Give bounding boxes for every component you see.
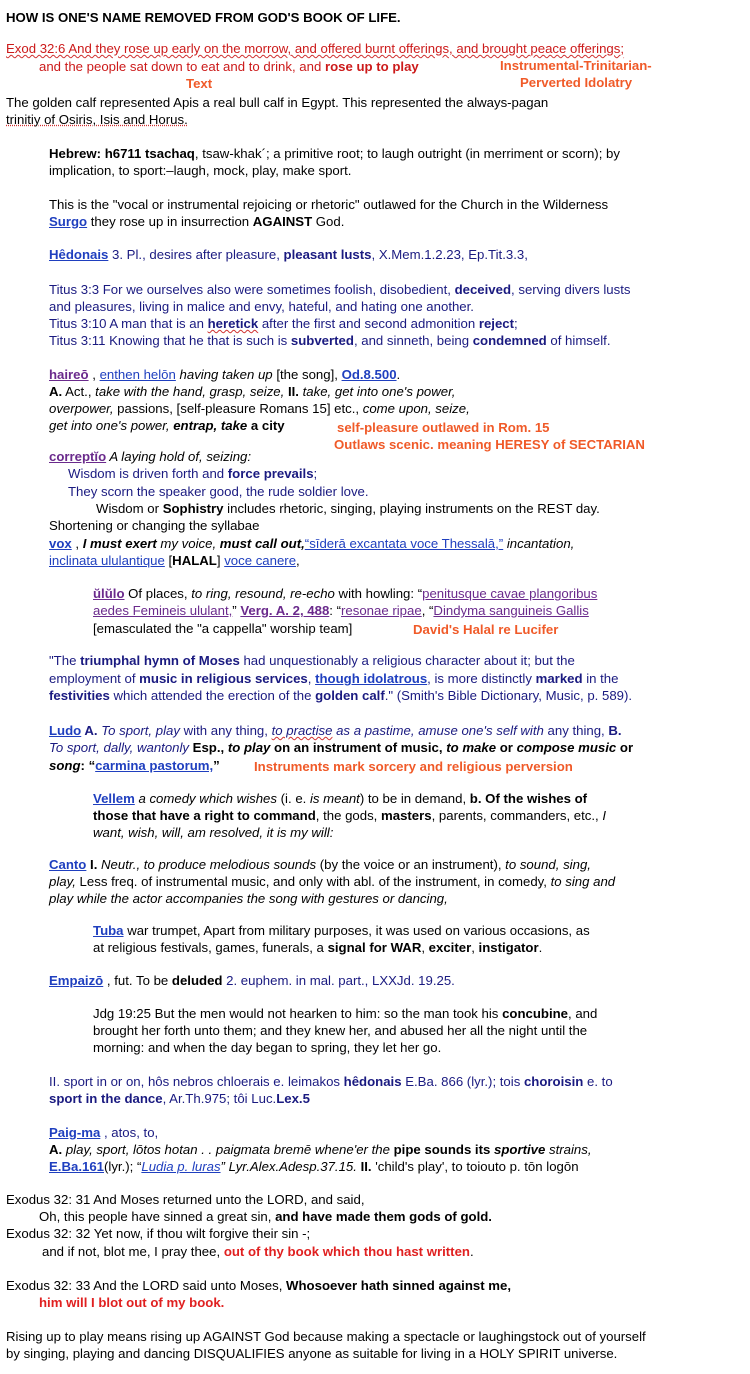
concubine-word: concubine xyxy=(502,1006,569,1021)
pleasant-lusts: pleasant lusts xyxy=(283,247,372,262)
hedonais-link[interactable]: Hêdonais xyxy=(49,247,109,262)
force-prevails: force prevails xyxy=(227,466,314,481)
titus-3-10-text: Titus 3:10 A man that is an xyxy=(49,316,208,331)
vellem-comedy: a comedy which wishes xyxy=(134,791,277,806)
titus-3-10-mid: after the first and second admonition xyxy=(258,316,479,331)
ludo-a: A. xyxy=(81,723,102,738)
empaizo-refs: 2. euphem. in mal. part., LXXJd. 19.25. xyxy=(222,973,455,988)
heretick-word: heretick xyxy=(207,316,259,331)
vox-exert: I must exert xyxy=(82,536,157,551)
vox-sep: , xyxy=(71,536,83,551)
exodus-32-line: Exodus 32: 32 Yet now, if thou wilt forgive their sin -; xyxy=(6,1226,311,1241)
tuba-line2 xyxy=(93,939,542,956)
haireo-passions: passions, [self-pleasure Romans 15] etc., xyxy=(113,401,363,416)
bracket-close: ] xyxy=(216,553,225,568)
sport-text: II. sport in or on, hôs nebros chloerais e. leimakos xyxy=(49,1074,344,1089)
vox-line1 xyxy=(49,535,574,552)
ludo-quote-close: ” xyxy=(213,758,220,773)
vellem-ie: (i. e. xyxy=(277,791,310,806)
ululo-quote: ” xyxy=(232,603,241,618)
moses-erection: which attended the erection of the xyxy=(109,688,316,703)
ululo-colon: : “ xyxy=(329,603,342,618)
paigma-child: 'child's play', to toiouto p. tōn logōn xyxy=(371,1159,579,1174)
haireo-overpower: overpower, xyxy=(49,401,114,416)
sophistry-text: Wisdom or xyxy=(96,501,163,516)
exodus-33-text: Exodus 32: 33 And the LORD said unto Moses, xyxy=(6,1278,287,1293)
resonae-link[interactable]: resonae ripae xyxy=(341,603,422,618)
correptio-wisdom xyxy=(68,465,317,482)
haireo-sep: , xyxy=(88,367,100,382)
titus-text-end: , serving divers lusts xyxy=(511,282,631,297)
haireo-act: Act., xyxy=(62,384,96,399)
ludo-dally: To sport, dally, wantonly xyxy=(49,740,190,755)
exciter-word: exciter xyxy=(428,940,472,955)
moses-citation: ." (Smith's Bible Dictionary, Music, p. 589). xyxy=(384,688,633,703)
inclinata-link[interactable]: inclinata ululantique xyxy=(49,553,165,568)
ludo-pastime: as a pastime, amuse one's self with xyxy=(332,723,544,738)
vox-line2 xyxy=(49,552,300,569)
paigma-link[interactable]: Paig-ma xyxy=(49,1125,101,1140)
titus-3-3-line2: and pleasures, living in malice and envy, hateful, and hating one another. xyxy=(49,299,474,314)
titus-3-10 xyxy=(49,315,518,332)
vellem-parents: , parents, commanders, etc., xyxy=(431,808,603,823)
tuba-period: . xyxy=(538,940,543,955)
vox-link[interactable]: vox xyxy=(49,536,72,551)
exod-text: and the people sat down to eat and to drink, and xyxy=(39,59,325,74)
correptio-link[interactable]: correptĭo xyxy=(49,449,107,464)
moses-in-the: in the xyxy=(582,671,619,686)
exodus-33-line1 xyxy=(6,1277,511,1294)
jdg-line3: morning: and when the day began to spring, they let her go. xyxy=(93,1040,442,1055)
exodus-31-line2 xyxy=(39,1208,492,1225)
sport-to: e. to xyxy=(583,1074,613,1089)
vellem-masters: masters xyxy=(381,808,432,823)
ludo-quote-open: : “ xyxy=(80,758,96,773)
haireo-get-into: get into one's power, xyxy=(49,418,174,433)
out-of-thy-book: out of thy book which thou hast written xyxy=(223,1244,470,1259)
haireo-ii: II. xyxy=(287,384,299,399)
moses-line3 xyxy=(49,687,632,704)
though-idolatrous-link[interactable]: though idolatrous xyxy=(315,671,428,686)
vocal-end: God. xyxy=(312,214,345,229)
rose-up-to-play: rose up to play xyxy=(324,59,419,74)
annotation-text: Text xyxy=(186,76,213,91)
exod-32-6-line2 xyxy=(39,58,419,75)
triumphal-hymn: triumphal hymn of Moses xyxy=(80,653,240,668)
annotation-heresy: Outlaws scenic. meaning HERESY of SECTARIAN xyxy=(334,437,645,452)
golden-calf-line2: trinitiy of Osiris, Isis and Horus. xyxy=(6,112,188,127)
titus-3-3-line1 xyxy=(49,281,631,298)
page-title: HOW IS ONE'S NAME REMOVED FROM GOD'S BOOK OF LIFE. xyxy=(6,10,401,25)
canto-neutr: Neutr., to produce melodious sounds xyxy=(101,857,317,872)
wisdom-text: Wisdom is driven forth and xyxy=(68,466,228,481)
gods-of-gold: and have made them gods of gold. xyxy=(275,1209,492,1224)
ludo-line2 xyxy=(49,739,633,756)
ludo-or-end: or xyxy=(616,740,634,755)
instigator-word: instigator xyxy=(478,940,539,955)
vocal-text: they rose up in insurrection xyxy=(87,214,253,229)
paigma-a: A. xyxy=(49,1142,63,1157)
reject-word: reject xyxy=(478,316,515,331)
exodus-32-period: . xyxy=(469,1244,474,1259)
canto-i: I. xyxy=(86,857,102,872)
paigma-ii: II. xyxy=(360,1159,372,1174)
od-8-500-link[interactable]: Od.8.500 xyxy=(341,367,397,382)
ludo-song: song xyxy=(49,758,81,773)
paigma-play: play, sport, lōtos hotan . . paigmata bremē whene'er the xyxy=(62,1142,394,1157)
vox-incantation: incantation, xyxy=(503,536,575,551)
jdg-text: Jdg 19:25 But the men would not hearken to him: so the man took his xyxy=(93,1006,503,1021)
titus-3-11-text: Titus 3:11 Knowing that he that is such is xyxy=(49,333,291,348)
vellem-line1 xyxy=(93,790,587,807)
against-word: AGAINST xyxy=(252,214,313,229)
paigma-line1 xyxy=(49,1124,158,1141)
bracket-open: [ xyxy=(164,553,173,568)
canto-sound: to sound, sing, xyxy=(505,857,591,872)
halal-word: HALAL xyxy=(172,553,217,568)
paigma-line3 xyxy=(49,1158,579,1175)
signal-for-war: signal for WAR xyxy=(327,940,422,955)
ludia-link[interactable]: Ludia p. luras xyxy=(141,1159,221,1174)
annotation-instrumental: Instrumental-Trinitarian- xyxy=(500,58,652,73)
moses-text: had unquestionably a religious character about it; but the xyxy=(239,653,575,668)
ululo-text: Of places, xyxy=(124,586,192,601)
paigma-lyr: (lyr.); “ xyxy=(104,1159,142,1174)
canto-less: Less freq. of instrumental music, and only with abl. of the instrument, in comedy, xyxy=(75,874,551,889)
canto-line3: play while the actor accompanies the song with gestures or dancing, xyxy=(49,891,448,906)
ululo-line3: [emasculated the "a cappella" worship team] xyxy=(93,621,353,636)
titus-text: Titus 3:3 For we ourselves also were sometimes foolish, disobedient, xyxy=(49,282,455,297)
paigma-sportive: sportive xyxy=(494,1142,546,1157)
hebrew-line2: implication, to sport:–laugh, mock, play, make sport. xyxy=(49,163,352,178)
closing-line2: by singing, playing and dancing DISQUALIFIES anyone as suitable for living in a HOLY SPIRIT universe. xyxy=(6,1346,618,1361)
haireo-a: A. xyxy=(49,384,63,399)
whosoever: Whosoever hath sinned against me, xyxy=(286,1278,512,1293)
tuba-link[interactable]: Tuba xyxy=(93,923,124,938)
paigma-pipe: pipe sounds its xyxy=(393,1142,494,1157)
festivities-word: festivities xyxy=(49,688,110,703)
haireo-gloss: having taken up xyxy=(175,367,277,382)
surgo-link[interactable]: Surgo xyxy=(49,214,88,229)
verg-link[interactable]: Verg. A. 2, 488 xyxy=(240,603,330,618)
empaizo-line xyxy=(49,972,455,989)
ludo-any-thing: any thing, xyxy=(543,723,609,738)
ululo-line2 xyxy=(93,602,589,619)
vellem-line2 xyxy=(93,807,606,824)
subverted-word: subverted xyxy=(290,333,354,348)
vellem-i: I xyxy=(602,808,607,823)
deceived-word: deceived xyxy=(454,282,512,297)
titus-3-11-mid: , and sinneth, being xyxy=(353,333,473,348)
wisdom-end: ; xyxy=(313,466,318,481)
tuba-line1 xyxy=(93,922,590,939)
ululo-link[interactable]: ŭlŭlo xyxy=(93,586,125,601)
blot-me: and if not, blot me, I pray thee, xyxy=(42,1244,224,1259)
hedonais-text: 3. Pl., desires after pleasure, xyxy=(108,247,284,262)
carmina-pastorum-link[interactable]: carmina pastorum, xyxy=(95,758,214,773)
hebrew-term: Hebrew: h6711 tsachaq xyxy=(49,146,195,161)
vellem-demand: ) to be in demand xyxy=(359,791,463,806)
empaizo-link[interactable]: Empaizō xyxy=(49,973,104,988)
ludo-compose: compose music xyxy=(516,740,617,755)
haireo-song: [the song], xyxy=(276,367,342,382)
marked-word: marked xyxy=(535,671,583,686)
exodus-33-line2: him will I blot out of my book. xyxy=(39,1295,225,1310)
haireo-take: take with the hand, grasp, seize, xyxy=(95,384,288,399)
ululo-howling: with howling: “ xyxy=(334,586,423,601)
aedes-link[interactable]: aedes Femineis ululant, xyxy=(93,603,233,618)
titus-3-11-end: of himself. xyxy=(546,333,611,348)
ululo-gloss: to ring, resound, re-echo xyxy=(191,586,335,601)
correptio-sophistry xyxy=(96,500,600,517)
vellem-comma: , xyxy=(462,791,470,806)
vellem-meant: is meant xyxy=(309,791,360,806)
ludo-line3 xyxy=(49,757,220,774)
annotation-instruments-sorcery: Instruments mark sorcery and religious perversion xyxy=(254,759,573,774)
closing-line1: Rising up to play means rising up AGAINST God because making a spectacle or laughingstock out of yourself xyxy=(6,1329,646,1344)
exodus-31-sin: Oh, this people have sinned a great sin, xyxy=(39,1209,276,1224)
sophistry-end: includes rhetoric, singing, playing instruments on the REST day. xyxy=(223,501,600,516)
vellem-link[interactable]: Vellem xyxy=(93,791,135,806)
ludo-instrument: on an instrument of music, xyxy=(270,740,447,755)
vellem-right: those that have a right to command xyxy=(93,808,316,823)
canto-line1 xyxy=(49,856,591,873)
ludo-to-make: to make xyxy=(446,740,497,755)
ludo-b: B. xyxy=(608,723,622,738)
exodus-32-blot xyxy=(42,1243,474,1260)
sport-line2 xyxy=(49,1090,310,1107)
ludo-or: or xyxy=(496,740,517,755)
paigma-strains: strains, xyxy=(545,1142,592,1157)
vox-quote-link[interactable]: “sīderā excantata voce Thessalā,” xyxy=(304,536,504,551)
penitusque-link[interactable]: penitusque cavae plangoribus xyxy=(422,586,598,601)
dindyma-link[interactable]: Dindyma sanguineis Gallis xyxy=(433,603,589,618)
haireo-city: a city xyxy=(247,418,285,433)
vox-comma: , xyxy=(296,553,300,568)
correptio-shortening: Shortening or changing the syllabae xyxy=(49,518,260,533)
ludo-line1 xyxy=(49,722,622,739)
vellem-line3: want, wish, will, am resolved, it is my will: xyxy=(93,825,334,840)
haireo-line4 xyxy=(49,417,285,434)
empaizo-fut: , fut. To be xyxy=(103,973,172,988)
haireo-period: . xyxy=(396,367,401,382)
music-services: music in religious services xyxy=(139,671,308,686)
moses-line2 xyxy=(49,670,618,687)
paigma-line2 xyxy=(49,1141,591,1158)
haireo-power: take, get into one's power, xyxy=(298,384,456,399)
titus-3-10-end: ; xyxy=(514,316,518,331)
canto-link[interactable]: Canto xyxy=(49,857,87,872)
ludo-practise: to practise xyxy=(271,723,333,738)
deluded-word: deluded xyxy=(171,973,223,988)
sport-dance: sport in the dance xyxy=(49,1091,163,1106)
haireo-link[interactable]: haireō xyxy=(49,367,89,382)
sport-eba: E.Ba. 866 (lyr.); tois xyxy=(401,1074,524,1089)
haireo-entrap: entrap, take xyxy=(173,418,248,433)
ludo-sport: To sport, play xyxy=(101,723,180,738)
sport-hedonais: hêdonais xyxy=(343,1074,402,1089)
sport-lex: Lex.5 xyxy=(276,1091,310,1106)
haireo-line1 xyxy=(49,366,400,383)
jdg-and: , and xyxy=(568,1006,598,1021)
hedonais-line xyxy=(49,246,528,263)
correptio-line1 xyxy=(49,448,251,465)
moses-employment: employment of xyxy=(49,671,140,686)
canto-sing-and: to sing and xyxy=(550,874,616,889)
haireo-line3 xyxy=(49,400,470,417)
hedonais-refs: , X.Mem.1.2.23, Ep.Tit.3.3, xyxy=(371,247,528,262)
hebrew-definition: , tsaw-khak´; a primitive root; to laugh outright (in merriment or scorn); by xyxy=(194,146,620,161)
vox-voice: my voice, xyxy=(156,536,220,551)
vox-call-out: must call out, xyxy=(219,536,305,551)
correptio-scorn: They scorn the speaker good, the rude soldier love. xyxy=(68,484,369,499)
condemned-word: condemned xyxy=(472,333,547,348)
canto-line2 xyxy=(49,873,615,890)
tuba-comma2: , xyxy=(471,940,479,955)
moses-comma: , xyxy=(307,671,316,686)
vellem-gods: , the gods, xyxy=(315,808,382,823)
canto-voice: (by the voice or an instrument), xyxy=(316,857,506,872)
tuba-comma1: , xyxy=(421,940,429,955)
canto-play: play, xyxy=(49,874,76,889)
jdg-line1 xyxy=(93,1005,597,1022)
eba-161-link[interactable]: E.Ba.161 xyxy=(49,1159,104,1174)
vocal-line1: This is the "vocal or instrumental rejoicing or rhetoric" outlawed for the Church in the Wilderness xyxy=(49,197,609,212)
jdg-line2: brought her forth unto them; and they knew her, and abused her all the night until the xyxy=(93,1023,588,1038)
ludo-to-play: to play xyxy=(227,740,271,755)
enthen-link[interactable]: enthen helōn xyxy=(99,367,176,382)
ululo-sep: , “ xyxy=(421,603,434,618)
annotation-davids-halal: David's Halal re Lucifer xyxy=(413,622,559,637)
ululo-line1 xyxy=(93,585,597,602)
ludo-link[interactable]: Ludo xyxy=(49,723,82,738)
golden-calf-word: golden calf xyxy=(315,688,385,703)
voce-canere-link[interactable]: voce canere xyxy=(224,553,297,568)
correptio-gloss: A laying hold of, seizing: xyxy=(106,449,252,464)
moses-distinctly: , is more distinctly xyxy=(427,671,536,686)
paigma-atos: , atos, to, xyxy=(100,1125,159,1140)
tuba-text: war trumpet, Apart from military purposes, it was used on various occasions, as xyxy=(123,923,590,938)
golden-calf-line1: The golden calf represented Apis a real bull calf in Egypt. This represented the always-pagan xyxy=(6,95,549,110)
haireo-come-upon: come upon, seize, xyxy=(362,401,470,416)
titus-3-11 xyxy=(49,332,611,349)
sport-choroisin: choroisin xyxy=(523,1074,584,1089)
tuba-festivals: at religious festivals, games, funerals, a xyxy=(93,940,328,955)
vellem-wishes: b. Of the wishes of xyxy=(469,791,588,806)
moses-line1 xyxy=(49,652,575,669)
ludo-esp: Esp., xyxy=(189,740,228,755)
annotation-self-pleasure: self-pleasure outlawed in Rom. 15 xyxy=(337,420,550,435)
hebrew-line1 xyxy=(49,145,620,162)
sport-line1 xyxy=(49,1073,613,1090)
exodus-31-line1: Exodus 32: 31 And Moses returned unto the LORD, and said, xyxy=(6,1192,365,1207)
haireo-line2 xyxy=(49,383,455,400)
sophistry-word: Sophistry xyxy=(162,501,224,516)
exod-32-6-line1: Exod 32:6 And they rose up early on the morrow, and offered burnt offerings, and brought peace offerings; xyxy=(6,41,625,56)
annotation-perverted-idolatry: Perverted Idolatry xyxy=(520,75,633,90)
ludo-any: with any thing, xyxy=(179,723,272,738)
paigma-lyr-alex: ” Lyr.Alex.Adesp.37.15. xyxy=(220,1159,361,1174)
moses-open: "The xyxy=(49,653,81,668)
vocal-line2 xyxy=(49,213,344,230)
sport-ar: , Ar.Th.975; tôi Luc. xyxy=(162,1091,277,1106)
